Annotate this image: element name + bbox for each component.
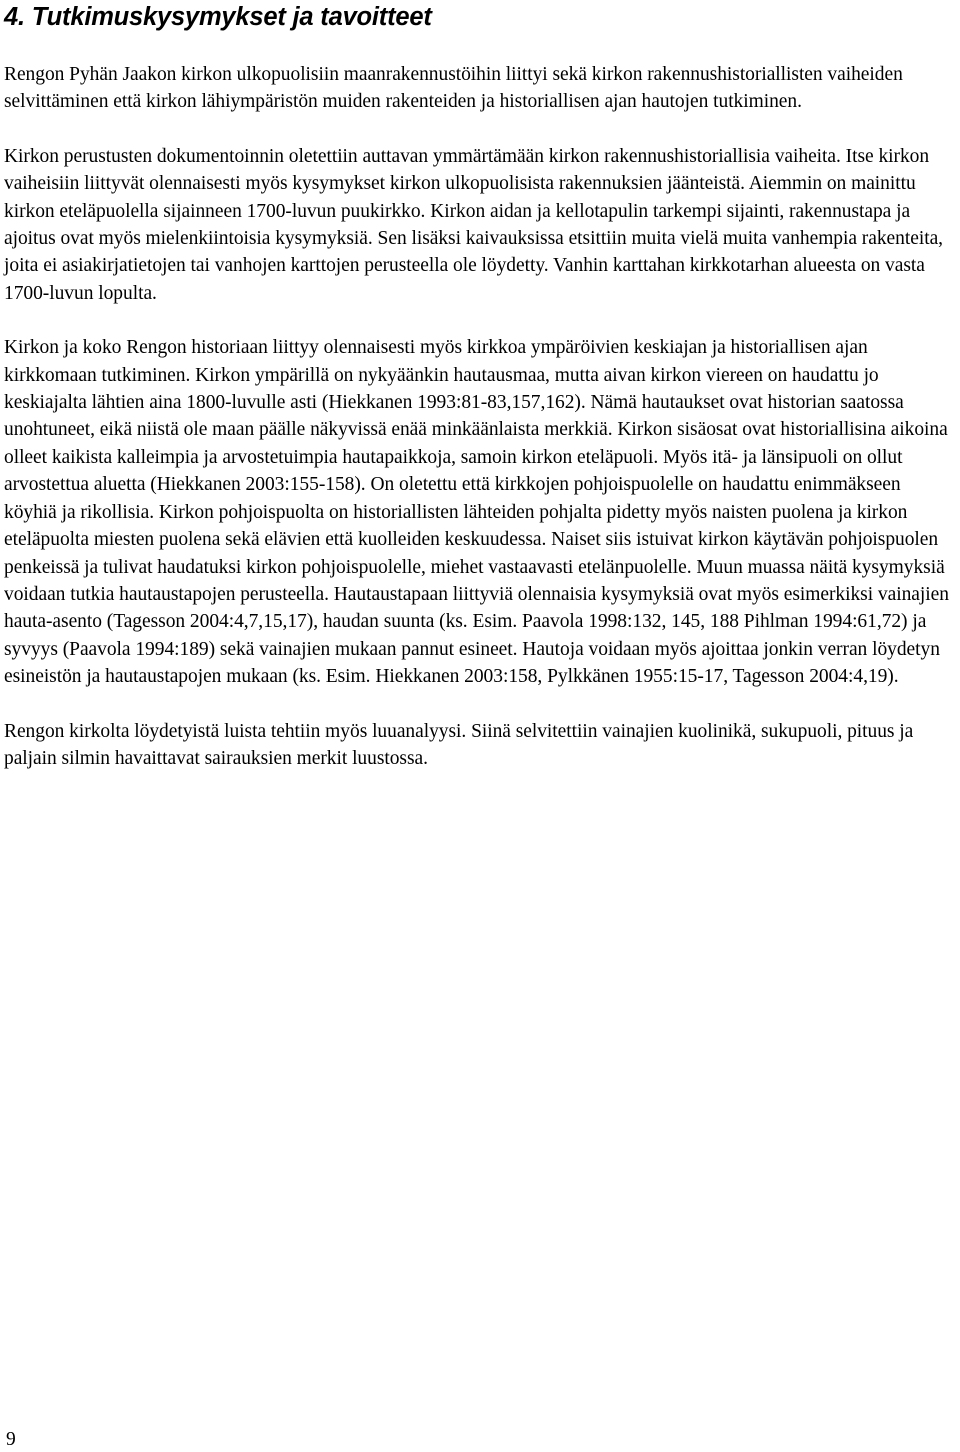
paragraph-research-scope: Rengon Pyhän Jaakon kirkon ulkopuolisiin maanrakennustöihin liittyi sekä kirkon rakennushistoriallisten vaiheiden selvittäminen että kirkon lähiympäristön muiden rakenteiden ja historiallisen ajan hautojen tutkiminen.	[4, 64, 903, 113]
paragraph-foundations: Kirkon perustusten dokumentoinnin oletettiin auttavan ymmärtämään kirkon rakennushistoriallisia vaiheita. Itse kirkon vaiheisiin liittyvät olennaisesti myös kysymykset kirkon ulkopuolisista rakennuksien jäänteistä. Aiemmin on mainittu kirkon eteläpuolella sijainneen 1700-luvun puukirkko. Kirkon aidan ja kellotapulin tarkempi sijainti, rakennustapa ja ajoitus ovat myös mielenkiintoisia kysymyksiä. Sen lisäksi kaivauksissa etsittiin muita vielä muita vanhempia rakenteita, joita ei asiakirjatietojen tai vanhojen karttojen perusteella ole löydetty. Vanhin karttahan kirkkotarhan alueesta on vasta 1700-luvun lopulta.	[4, 145, 943, 304]
paragraph-bone-analysis: Rengon kirkolta löydetyistä luista tehtiin myös luuanalyysi. Siinä selvitettiin vainajien kuolinikä, sukupuoli, pituus ja paljain silmin havaittavat sairauksien merkit luustossa.	[4, 720, 914, 769]
page-number: 9	[6, 1429, 16, 1450]
section-heading: 4. Tutkimuskysymykset ja tavoitteet	[4, 3, 432, 31]
paragraph-churchyard-burials: Kirkon ja koko Rengon historiaan liittyy olennaisesti myös kirkkoa ympäröivien keskiajan ja historiallisen ajan kirkkomaan tutkiminen. Kirkon ympärillä on nykyäänkin hautausmaa, mutta aivan kirkon viereen on haudattu jo keskiajalta lähtien aina 1800-luvulle asti (Hiekkanen 1993:81-83,157,162). Nämä hautaukset ovat historian saatossa unohtuneet, eikä niistä ole maan päälle näkyvissä enää minkäänlaista merkkiä. Kirkon sisäosat ovat historiallisina aikoina olleet kaikista kalleimpia ja arvostetuimpia hautapaikkoja, samoin kirkon eteläpuoli. Myös itä- ja länsipuoli on ollut arvostettua aluetta (Hiekkanen 2003:155-158). On oletettu että kirkkojen pohjoispuolelle on haudattu enimmäkseen köyhiä ja rikollisia. Kirkon pohjoispuolta on historiallisten lähteiden pohjalta pidetty myös naisten puolena ja kirkon eteläpuolta miesten puolena sekä elävien että kuolleiden keskuudessa. Naiset siis istuivat kirkon käytävän pohjoispuolen penkeissä ja tulivat haudatuksi kirkon pohjoispuolelle, miehet vastaavasti etelänpuolelle. Muun muassa näitä kysymyksiä voidaan tutkia hautaustapojen perusteella. Hautaustapaan liittyviä olennaisia kysymyksiä ovat myös esimerkiksi vainajien hauta-asento (Tagesson 2004:4,7,15,17), haudan suunta (ks. Esim. Paavola 1998:132, 145, 188 Pihlman 1994:61,72) ja syvyys (Paavola 1994:189) sekä vainajien mukaan pannut esineet. Hautoja voidaan myös ajoittaa jonkin verran löydetyn esineistön ja hautaustapojen mukaan (ks. Esim. Hiekkanen 2003:158, Pylkkänen 1955:15-17, Tagesson 2004:4,19).	[4, 337, 949, 688]
document-page	[4, 0, 954, 772]
